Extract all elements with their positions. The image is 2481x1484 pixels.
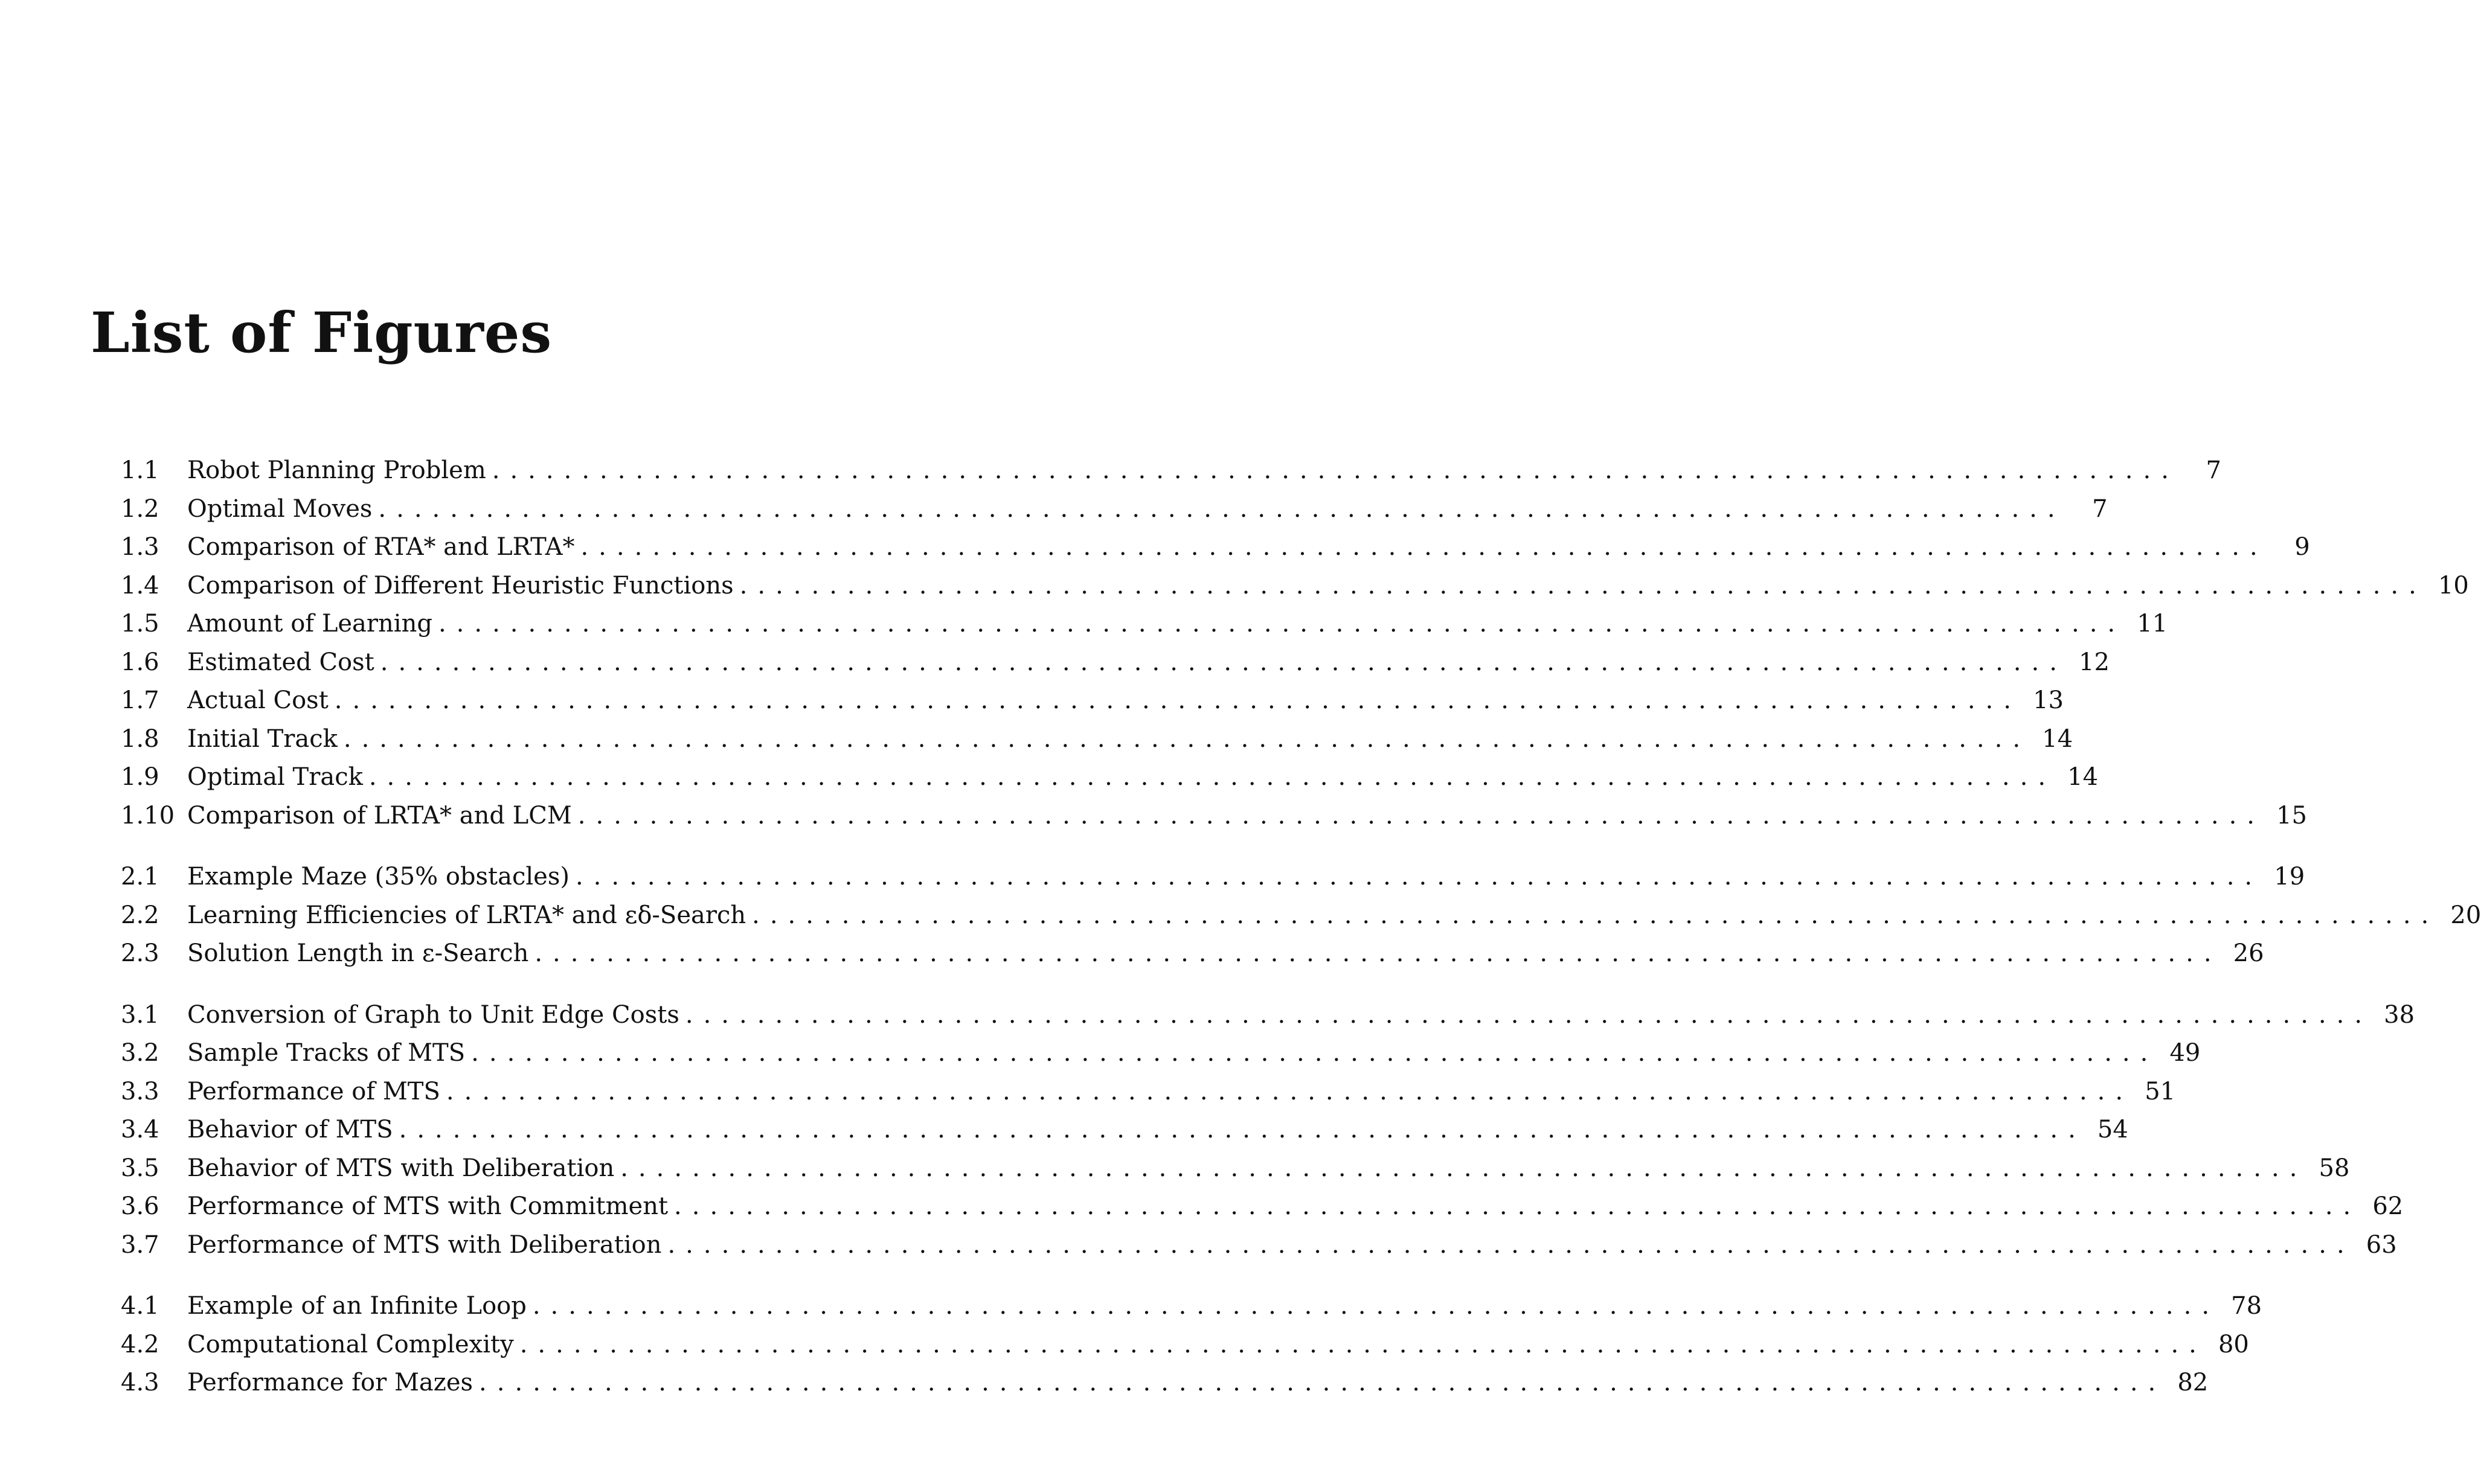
figure-title: Solution Length in ε-Search — [187, 939, 529, 967]
figure-title: Estimated Cost — [187, 648, 374, 676]
figure-title: Actual Cost — [187, 686, 329, 714]
figure-title: Optimal Moves — [187, 494, 373, 523]
figure-number: 1.7 — [121, 686, 159, 714]
dot-leader: .............................................................................................. — [399, 1116, 2086, 1143]
figure-page: 20 — [2450, 901, 2481, 929]
dot-leader: .............................................................................................. — [471, 1039, 2158, 1067]
figure-entry[interactable] — [121, 605, 2168, 644]
figure-title: Sample Tracks of MTS — [187, 1039, 466, 1067]
figure-page: 15 — [2276, 801, 2307, 830]
figure-entry[interactable] — [121, 1326, 2249, 1364]
figure-number: 3.1 — [121, 1000, 159, 1029]
dot-leader: .............................................................................................. — [343, 724, 2031, 753]
figure-page: 63 — [2366, 1230, 2397, 1259]
dot-leader: .............................................................................................. — [519, 1330, 2207, 1358]
figure-page: 11 — [2137, 610, 2168, 638]
figure-entry[interactable] — [121, 758, 2099, 797]
figure-page: 7 — [2206, 456, 2221, 484]
dot-leader: .............................................................................................. — [334, 686, 2021, 714]
dot-leader: .............................................................................................. — [620, 1154, 2308, 1182]
dot-leader: .............................................................................................. — [532, 1292, 2220, 1320]
figure-entry[interactable] — [121, 897, 2481, 935]
figure-entry[interactable] — [121, 1364, 2209, 1402]
figure-page: 49 — [2169, 1039, 2201, 1067]
figure-page: 26 — [2233, 939, 2264, 967]
dot-leader: .............................................................................................. — [380, 648, 2067, 676]
figure-title: Computational Complexity — [187, 1330, 514, 1358]
figure-page: 62 — [2372, 1192, 2404, 1220]
figure-entry[interactable] — [121, 490, 2108, 529]
figure-number: 1.3 — [121, 533, 159, 561]
figure-page: 9 — [2294, 533, 2310, 561]
figure-title: Performance of MTS with Deliberation — [187, 1230, 662, 1259]
figure-title: Behavior of MTS with Deliberation — [187, 1154, 615, 1182]
dot-leader: .............................................................................................. — [438, 610, 2126, 638]
figure-page: 10 — [2438, 571, 2469, 600]
figure-page: 14 — [2067, 763, 2099, 791]
figure-number: 4.2 — [121, 1330, 159, 1358]
dot-leader: .............................................................................................. — [368, 763, 2056, 791]
figure-entry[interactable] — [121, 644, 2110, 682]
dot-leader: .............................................................................................. — [534, 939, 2222, 967]
dot-leader: .............................................................................................. — [674, 1192, 2361, 1220]
figure-number: 3.5 — [121, 1154, 159, 1182]
figure-page: 78 — [2231, 1292, 2262, 1320]
figure-entry[interactable] — [121, 935, 2264, 973]
figure-page: 14 — [2042, 724, 2073, 753]
figure-entry[interactable] — [121, 1287, 2262, 1326]
figure-entry[interactable] — [121, 996, 2415, 1035]
dot-leader: .............................................................................................. — [752, 901, 2439, 929]
page-title: List of Figures — [91, 300, 553, 365]
figure-entry[interactable] — [121, 528, 2310, 567]
figure-entry[interactable] — [121, 1150, 2350, 1188]
figure-page: 38 — [2384, 1000, 2415, 1029]
dot-leader: .............................................................................................. — [575, 863, 2263, 891]
figure-number: 3.6 — [121, 1192, 159, 1220]
dot-leader: .............................................................................................. — [378, 494, 2065, 523]
figure-title: Robot Planning Problem — [187, 456, 486, 484]
dot-leader: .............................................................................................. — [446, 1077, 2134, 1105]
figure-number: 1.2 — [121, 494, 159, 523]
figure-title: Conversion of Graph to Unit Edge Costs — [187, 1000, 679, 1029]
figure-number: 1.1 — [121, 456, 159, 484]
figure-entry[interactable] — [121, 567, 2469, 606]
figure-entry[interactable] — [121, 1034, 2201, 1073]
dot-leader: .............................................................................................. — [667, 1230, 2355, 1259]
figure-page: 19 — [2274, 863, 2305, 891]
figure-entry[interactable] — [121, 797, 2307, 836]
figure-entry[interactable] — [121, 1226, 2397, 1265]
dot-leader: .............................................................................................. — [492, 456, 2179, 484]
dot-leader: .............................................................................................. — [580, 533, 2268, 561]
figure-number: 3.4 — [121, 1116, 159, 1143]
figure-number: 3.2 — [121, 1039, 159, 1067]
figure-number: 1.9 — [121, 763, 159, 791]
figure-title: Behavior of MTS — [187, 1116, 393, 1143]
figure-page: 82 — [2177, 1369, 2209, 1396]
figure-title: Initial Track — [187, 724, 338, 753]
figure-number: 3.3 — [121, 1077, 159, 1105]
figure-number: 1.10 — [121, 801, 175, 830]
figure-page: 54 — [2097, 1116, 2128, 1143]
figure-title: Example Maze (35% obstacles) — [187, 863, 570, 891]
figure-title: Amount of Learning — [187, 610, 432, 638]
figure-number: 3.7 — [121, 1230, 159, 1259]
dot-leader: .............................................................................................. — [739, 571, 2427, 600]
figure-page: 80 — [2218, 1330, 2249, 1358]
figure-title: Example of an Infinite Loop — [187, 1292, 527, 1320]
figure-title: Comparison of RTA* and LRTA* — [187, 533, 575, 561]
figure-entry[interactable] — [121, 1111, 2128, 1150]
figure-number: 2.1 — [121, 863, 159, 891]
figure-title: Comparison of LRTA* and LCM — [187, 801, 572, 830]
figure-number: 4.3 — [121, 1369, 159, 1396]
figure-title: Learning Efficiencies of LRTA* and εδ-Search — [187, 901, 746, 929]
chapter-2-figures — [121, 858, 2481, 973]
figure-number: 1.6 — [121, 648, 159, 676]
figure-title: Optimal Track — [187, 763, 363, 791]
dot-leader: .............................................................................................. — [685, 1000, 2373, 1029]
figure-page: 13 — [2033, 686, 2064, 714]
figure-entry[interactable] — [121, 452, 2221, 490]
figure-number: 4.1 — [121, 1292, 159, 1320]
figure-title: Performance of MTS with Commitment — [187, 1192, 669, 1220]
chapter-3-figures — [121, 996, 2415, 1265]
figure-entry[interactable] — [121, 858, 2305, 897]
figure-entry[interactable] — [121, 720, 2073, 759]
figure-number: 2.3 — [121, 939, 159, 967]
dot-leader: .............................................................................................. — [577, 801, 2265, 830]
figure-number: 1.4 — [121, 571, 159, 600]
figure-number: 1.5 — [121, 610, 159, 638]
chapter-1-figures — [121, 452, 2469, 835]
chapter-4-figures — [121, 1287, 2262, 1402]
figure-title: Performance for Mazes — [187, 1369, 473, 1396]
figure-title: Comparison of Different Heuristic Functions — [187, 571, 734, 600]
figure-page: 7 — [2092, 494, 2108, 523]
figure-page: 51 — [2145, 1077, 2176, 1105]
figure-title: Performance of MTS — [187, 1077, 440, 1105]
figure-number: 1.8 — [121, 724, 159, 753]
list-of-figures — [121, 452, 2481, 1402]
figure-number: 2.2 — [121, 901, 159, 929]
figure-entry[interactable] — [121, 1188, 2404, 1226]
figure-page: 12 — [2079, 648, 2110, 676]
figure-page: 58 — [2319, 1154, 2350, 1182]
figure-entry[interactable] — [121, 1073, 2176, 1111]
dot-leader: .............................................................................................. — [479, 1369, 2166, 1396]
figure-entry[interactable] — [121, 682, 2064, 720]
